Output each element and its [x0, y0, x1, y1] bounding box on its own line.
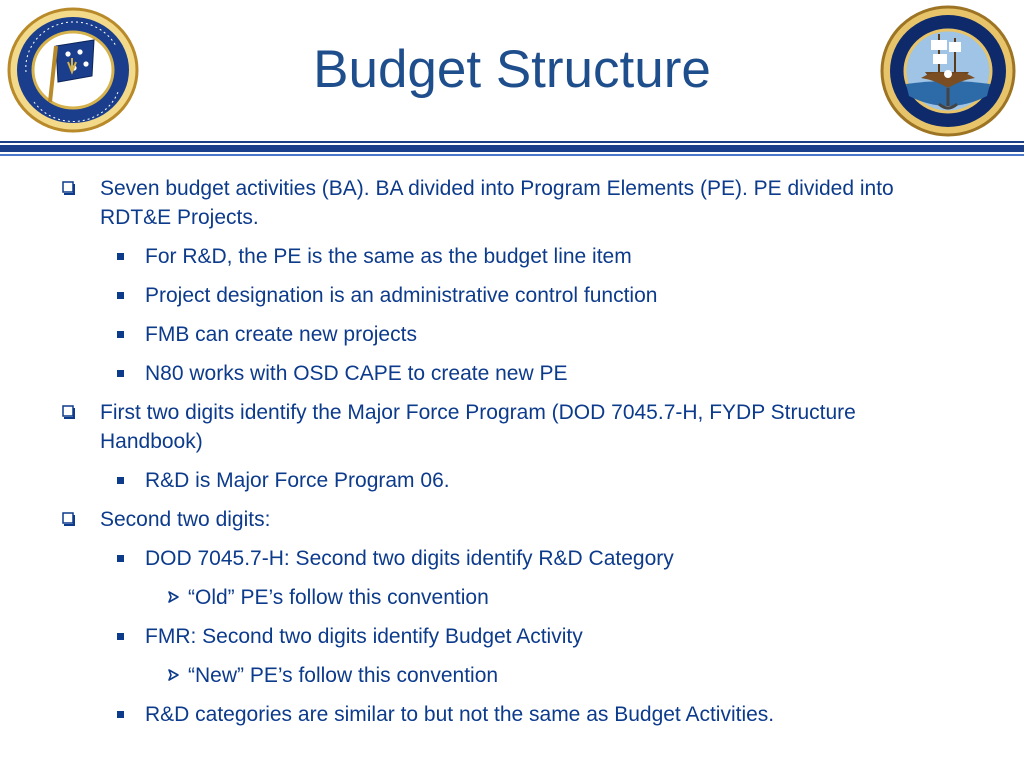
bullet-text: “Old” PE’s follow this convention	[188, 586, 489, 609]
bullet-text: For R&D, the PE is the same as the budget line item	[145, 245, 632, 268]
slide-title: Budget Structure	[313, 40, 711, 99]
bullet-text: FMB can create new projects	[145, 323, 417, 346]
bullet-level-2	[62, 622, 962, 651]
bullet-text: First two digits identify the Major Force Program (DOD 7045.7-H, FYDP Structure Handbook)	[100, 401, 856, 453]
hollow-square-icon	[62, 512, 76, 526]
bullet-level-2	[62, 466, 962, 495]
bullet-text: DOD 7045.7-H: Second two digits identify R&D Category	[145, 547, 674, 570]
arrowhead-icon	[166, 590, 180, 604]
bullet-text: FMR: Second two digits identify Budget Activity	[145, 625, 583, 648]
filled-square-icon	[117, 292, 124, 299]
bullet-level-2	[62, 544, 962, 573]
filled-square-icon	[117, 711, 124, 718]
bullet-level-3	[62, 583, 962, 612]
bullet-text: R&D categories are similar to but not the same as Budget Activities.	[145, 703, 775, 726]
bullet-list	[62, 174, 962, 739]
bullet-level-1	[62, 174, 962, 232]
bullet-level-2	[62, 700, 962, 729]
filled-square-icon	[117, 477, 124, 484]
bullet-text: Project designation is an administrative control function	[145, 284, 658, 307]
filled-square-icon	[117, 633, 124, 640]
hollow-square-icon	[62, 405, 76, 419]
filled-square-icon	[117, 253, 124, 260]
header-rule-bottom	[0, 154, 1024, 156]
filled-square-icon	[117, 555, 124, 562]
bullet-level-2	[62, 242, 962, 271]
bullet-text: “New” PE’s follow this convention	[188, 664, 499, 687]
bullet-text: R&D is Major Force Program 06.	[145, 469, 450, 492]
bullet-text: N80 works with OSD CAPE to create new PE	[145, 362, 568, 385]
bullet-level-2	[62, 320, 962, 349]
bullet-text: Second two digits:	[100, 508, 271, 531]
bullet-level-2	[62, 359, 962, 388]
header-rule-top	[0, 141, 1024, 143]
filled-square-icon	[117, 370, 124, 377]
hollow-square-icon	[62, 181, 76, 195]
bullet-level-1	[62, 505, 962, 534]
header-rule-thick	[0, 145, 1024, 152]
arrowhead-icon	[166, 668, 180, 682]
bullet-text: Seven budget activities (BA). BA divided into Program Elements (PE). PE divided into RDT&E Projects.	[100, 177, 894, 229]
filled-square-icon	[117, 331, 124, 338]
bullet-level-1	[62, 398, 962, 456]
bullet-level-2	[62, 281, 962, 310]
bullet-level-3	[62, 661, 962, 690]
